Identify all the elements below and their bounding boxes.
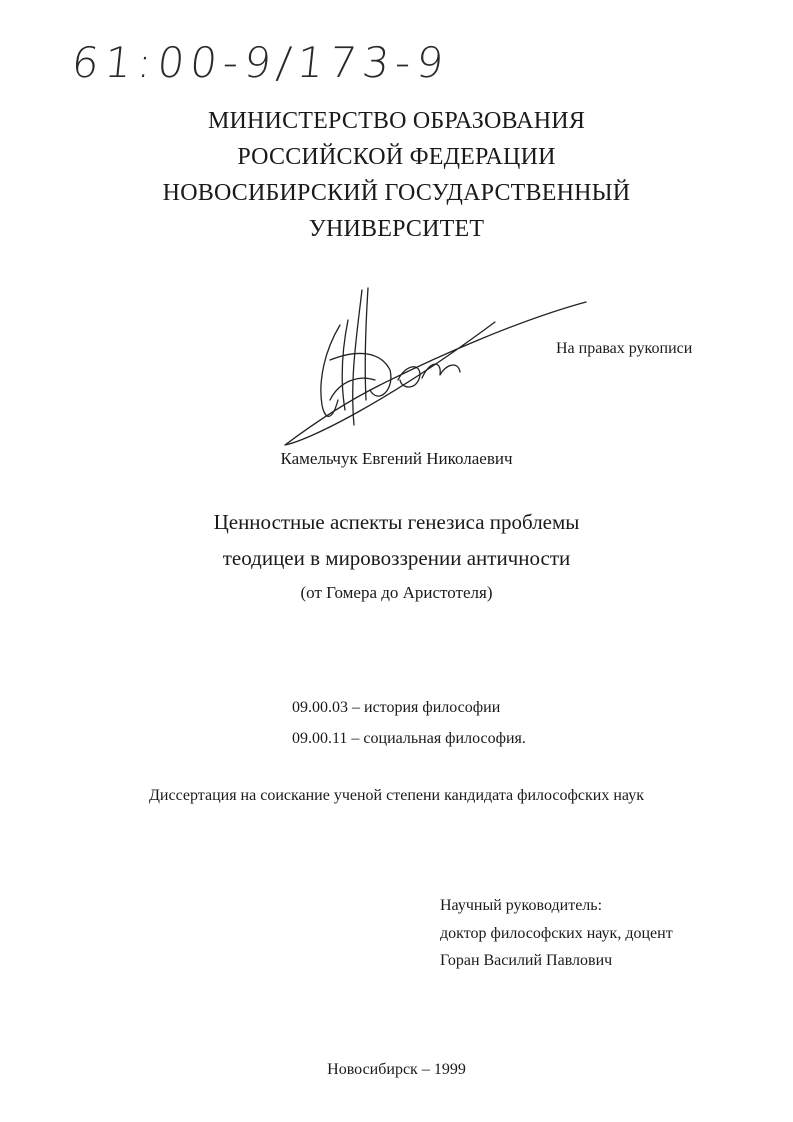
- dissertation-title-line-2: теодицеи в мировоззрении античности: [222, 546, 571, 570]
- dissertation-title-line-1: Ценностные аспекты генезиса проблемы: [213, 510, 580, 534]
- manuscript-rights-note: На правах рукописи: [556, 340, 693, 357]
- signature-image: [270, 280, 600, 455]
- supervisor-name: Горан Василий Павлович: [440, 952, 613, 969]
- university-line-1: НОВОСИБИРСКИЙ ГОСУДАРСТВЕННЫЙ: [162, 180, 631, 206]
- supervisor-label: Научный руководитель:: [440, 897, 603, 914]
- dissertation-subtitle: (от Гомера до Аристотеля): [300, 583, 493, 602]
- place-and-year: Новосибирск – 1999: [327, 1061, 466, 1078]
- ministry-line-2: РОССИЙСКОЙ ФЕДЕРАЦИИ: [237, 144, 556, 170]
- ministry-line-1: МИНИСТЕРСТВО ОБРАЗОВАНИЯ: [207, 108, 586, 134]
- author-name: Камельчук Евгений Николаевич: [280, 449, 513, 468]
- dissertation-degree-note: Диссертация на соискание ученой степени кандидата философских наук: [149, 787, 644, 804]
- handwritten-shelfmark: 61:00-9/173-9: [69, 38, 452, 87]
- university-line-2: УНИВЕРСИТЕТ: [308, 216, 485, 242]
- supervisor-degree: доктор философских наук, доцент: [440, 925, 673, 942]
- specialty-code-1: 09.00.03 – история философии: [292, 699, 501, 716]
- specialty-code-2: 09.00.11 – социальная философия.: [292, 730, 526, 747]
